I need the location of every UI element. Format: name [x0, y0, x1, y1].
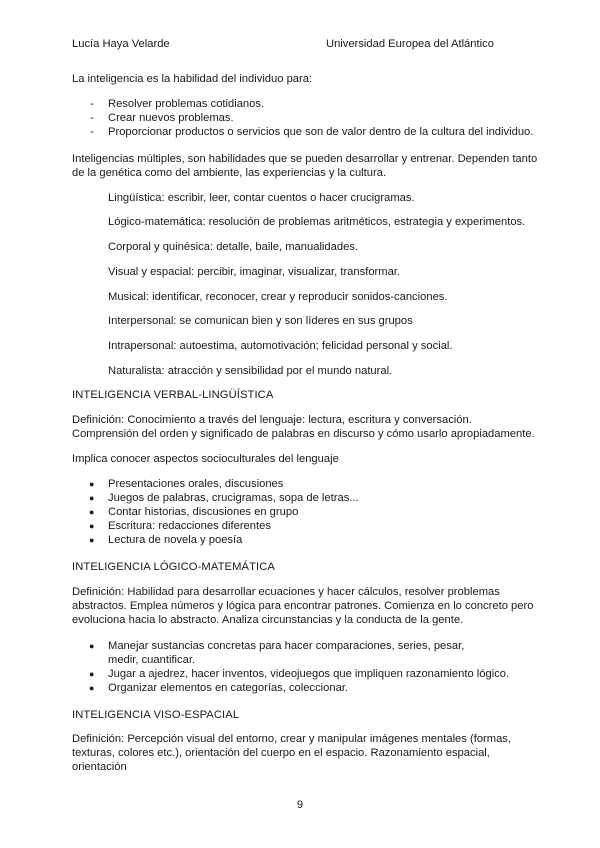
logico-bullet-list — [72, 639, 540, 695]
bullet-marker: ● — [89, 521, 95, 531]
intelligence-item: Visual y espacial: percibir, imaginar, visualizar, transformar. — [108, 266, 401, 278]
bullet-marker: ● — [89, 683, 95, 693]
intelligence-item: Corporal y quinésica: detalle, baile, manualidades. — [108, 241, 359, 253]
bullet-marker: ● — [89, 493, 95, 503]
intelligence-item: Interpersonal: se comunican bien y son líderes en sus grupos — [108, 315, 413, 327]
list-item: ● Lectura de novela y poesía — [89, 534, 243, 546]
dash-marker: - — [90, 98, 94, 110]
header-institution: Universidad Europea del Atlántico — [326, 38, 494, 50]
list-item: - Resolver problemas cotidianos. — [90, 98, 265, 110]
dash-marker: - — [90, 112, 94, 124]
list-item: ● Escritura: redacciones diferentes — [89, 520, 271, 532]
intelligence-item: Naturalista: atracción y sensibilidad por el mundo natural. — [108, 365, 393, 377]
bullet-marker: ● — [89, 507, 95, 517]
viso-definition: Definición: Percepción visual del entorno, crear y manipular imágenes mentales (formas, texturas, colores etc.), orientación del cuerpo en el espacio. Razonamiento espacial, orientación — [72, 733, 512, 773]
page-number: 9 — [296, 799, 304, 811]
verbal-definition: Definición: Conocimiento a través del lenguaje: lectura, escritura y conversación. Comprensión del orden y significado de palabras en discurso y cómo usarlo apropiadamente. — [72, 414, 535, 440]
section-heading-logico: INTELIGENCIA LÓGICO-MATEMÁTICA — [72, 561, 275, 573]
list-item: - Crear nuevos problemas. — [90, 112, 234, 124]
section-heading-verbal: INTELIGENCIA VERBAL-LINGÜÍSTICA — [72, 389, 274, 401]
verbal-bullet-list — [72, 477, 540, 547]
logico-definition: Definición: Habilidad para desarrollar ecuaciones y hacer cálculos, resolver problemas abstractos. Emplea números y lógica para encontrar patrones. Comienza en lo concreto pero evoluciona hacia lo abstracto. Analiza circunstancias y la conducta de la gente. — [72, 586, 534, 626]
intelligence-item: Lingüística: escribir, leer, contar cuentos o hacer crucigramas. — [108, 192, 415, 204]
bullet-marker: ● — [89, 641, 95, 651]
dash-marker: - — [90, 126, 94, 138]
dash-list — [72, 97, 540, 139]
list-item: ● Organizar elementos en categorías, coleccionar. — [89, 682, 349, 694]
list-item: - Proporcionar productos o servicios que son de valor dentro de la cultura del individuo. — [90, 126, 534, 138]
bullet-marker: ● — [89, 535, 95, 545]
intelligence-item: Intrapersonal: autoestima, automotivación; felicidad personal y social. — [108, 340, 453, 352]
verbal-implies: Implica conocer aspectos socioculturales del lenguaje — [72, 453, 339, 465]
list-item: ● Contar historias, discusiones en grupo — [89, 506, 299, 518]
section-heading-viso: INTELIGENCIA VISO-ESPACIAL — [72, 709, 240, 721]
intro-paragraph: La inteligencia es la habilidad del individuo para: — [72, 73, 313, 85]
intelligence-item: Musical: identificar, reconocer, crear y reproducir sonidos-canciones. — [108, 291, 448, 303]
header-author: Lucía Haya Velarde — [72, 38, 170, 50]
bullet-marker: ● — [89, 479, 95, 489]
list-item: ● Juegos de palabras, crucigramas, sopa de letras... — [89, 492, 359, 504]
list-item: ● Manejar sustancias concretas para hacer comparaciones, series, pesar, medir, cuantificar. — [89, 640, 465, 666]
multiple-intelligences-paragraph: Inteligencias múltiples, son habilidades que se pueden desarrollar y entrenar. Dependen tanto de la genética como del ambiente, las experiencias y la cultura. — [72, 153, 538, 179]
bullet-marker: ● — [89, 669, 95, 679]
intelligence-item: Lógico-matemática: resolución de problemas aritméticos, estrategia y experimentos. — [108, 216, 526, 228]
list-item: ● Jugar a ajedrez, hacer inventos, videojuegos que impliquen razonamiento lógico. — [89, 668, 510, 680]
list-item: ● Presentaciones orales, discusiones — [89, 478, 284, 490]
